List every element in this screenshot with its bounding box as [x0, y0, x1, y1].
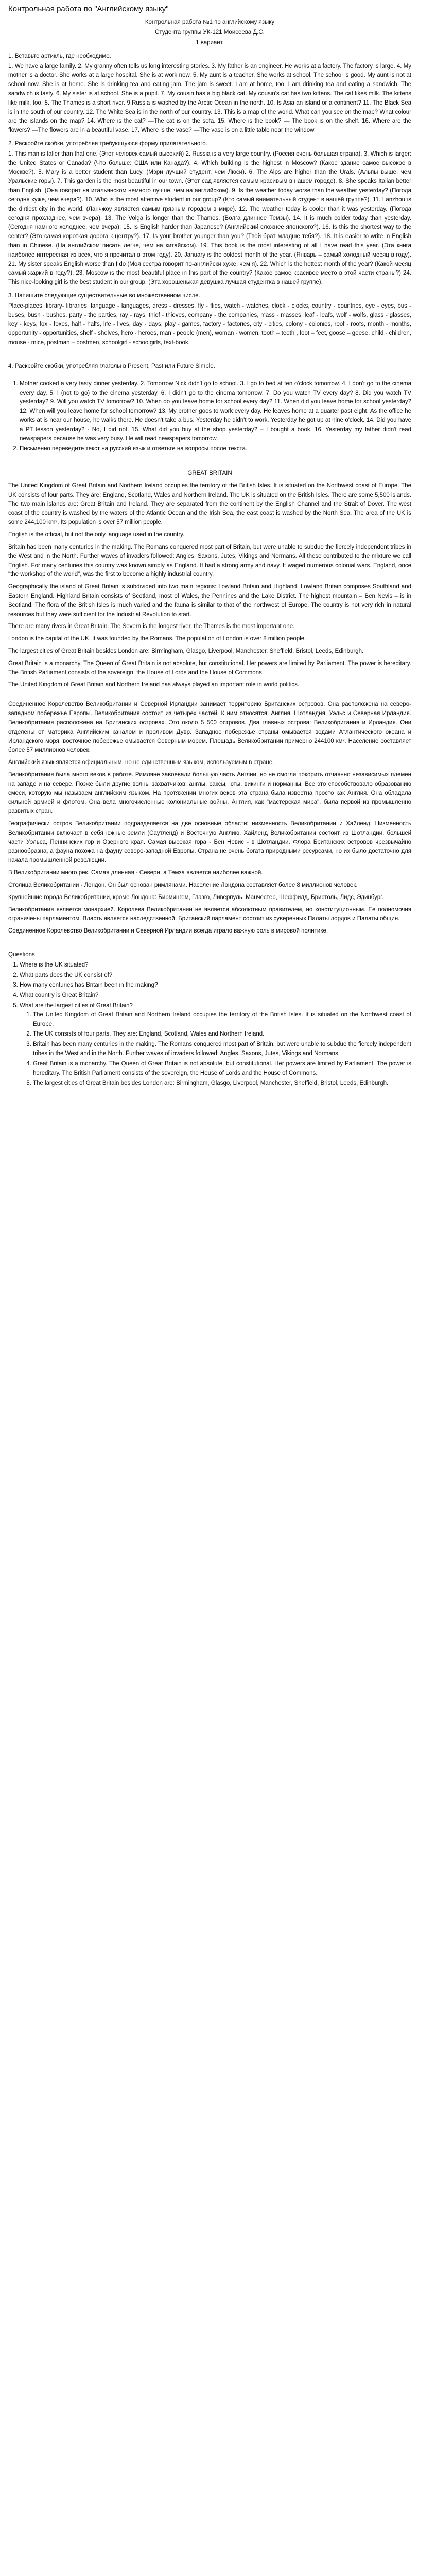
translation-paragraph: Географически остров Великобритании подразделяется на две основные области: низменность Великобритании и Хайленд. Низменность Великобритании включает в себя южные земли (Саутленд) и Восточную Англию. Хайленд Великобритании состоит из Шотландии, большей части Уэльса, Пеннинских гор и Озерного края. Самая высокая гора - Бен Невис - в Шотландии. Флора Британских островов чрезвычайно разнообразна, а фауна похожа на фауну северо-западной Европы. Страна не очень богата природными ресурсами, но их было достаточно для начала промышленной революции.	[8, 821, 411, 864]
answer-item: 3. Britain has been many centuries in the making. The Romans conquered most part of Britain, but were unable to subdue the fiercely independent tribes in the West and in the North. Further waves of invaders followed: Angles, Saxons, Jutes, Vikings and Normans.	[33, 1040, 411, 1059]
question-item: 3. How many centuries has Britain been in the making?	[20, 981, 411, 990]
document-page	[0, 0, 420, 1103]
gb-paragraph: Britain has been many centuries in the making. The Romans conquered most part of Britain, but were unable to subdue the fiercely independent tribes in the West and in the North. Further waves of invaders followed: Angles, Saxons, Jutes, Vikings and Normans. All these contributed to the mixture we call English. For many centuries this country was known simply as England. It had a strong army and navy. It waged numerous colonial wars. England, once "the workshop of the world", was the first to become a highly industrial country.	[8, 544, 411, 578]
question-item: 2. What parts does the UK consist of?	[20, 971, 411, 980]
task1-heading: 1. Вставьте артикль, где необходимо.	[8, 53, 111, 59]
task4-heading: 4. Раскройте скобки, употребляя глаголы в Present, Past или Future Simple.	[8, 363, 215, 369]
task4-list	[8, 380, 411, 454]
gb-paragraph: The United Kingdom of Great Britain and Northern Ireland has always played an important role in world politics.	[8, 682, 300, 688]
gb-paragraph: Great Britain is a monarchy. The Queen of Great Britain is not absolute, but constitutional. Her powers are limited by Parliament. The power is hereditary. The British Parliament consists of the sovereign, the House of Lords and the House of Commons.	[8, 660, 411, 676]
translation-paragraph: Столица Великобритании - Лондон. Он был основан римлянами. Население Лондона составляет более 8 миллионов человек.	[8, 882, 358, 888]
translation-paragraph: Соединенное Королевство Великобритании и Северной Ирландии занимает территорию Британских островов. Она расположена на северо-западном побережье Европы. Великобритания состоит из четырех частей. К ним относятся: Англия, Шотландия, Уэльс и Северная Ирландия. Великобритания расположена на Британских островах. Это около 5 500 островов. Два главных острова: Великобритания и Ирландия. Они отделены от материка Английским каналом и проливом Дувр. Западное побережье страны омывается водами Атлантического океана и Ирландского моря, восточное побережье омывается Северным морем. Площадь Великобритании примерно 244100 км². Население составляет более 57 миллионов человек.	[8, 701, 411, 754]
gb-paragraph: The United Kingdom of Great Britain and Northern Ireland occupies the territory of the British Isles. It is situated on the Northwest coast of Europe. The UK consists of four parts. They are: England, Scotland, Wales and Northern Ireland. The UK is situated on the British Isles. There are some 5,500 islands. The two main islands are: Great Britain and Ireland. They are separated from the continent by the English Channel and the Strait of Dover. The west coast of the country is washed by the waters of the Atlantic Ocean and the Irish Sea, the east coast is washed by the North Sea. The area of the UK is some 244,100 km². Its population is over 57 million people.	[8, 483, 411, 526]
task1-text: 1. We have a large family. 2. My granny often tells us long interesting stories. 3. My father is an engineer. He works at a factory. The factory is large. 4. My mother is a doctor. She works at a large hospital. She is at work now. 5. My aunt is a teacher. She works at school. The school is good. My aunt is not at school now. She is at home. She is drinking tea and eating jam. The jam is sweet. I am at home, too. I am drinking tea and eating a sandwich. The sandwich is tasty. 6. My sister is at school. She is a pupil. 7. My cousin has a big black cat. My cousin's cat has two kittens. The cat likes milk. The kittens like milk, too. 8. The Thames is a short river. 9.Russia is washed by the Arctic Ocean in the north. 10. Is Asia an island or a continent? 11. The Black Sea is in the south of our country. 12. The White Sea is in the north of our country. 13. This is a map of the world. What can you see on the map? What colour are the islands on the map? 14. Where is the cat? —The cat is on the sofa. 15. Where is the book? — The book is on the shelf. 16. Where are the flowers? —The flowers are in a beautiful vase. 17. Where is the vase? —The vase is on a little table near the window.	[8, 63, 411, 134]
gb-paragraph: English is the official, but not the only language used in the country.	[8, 532, 185, 538]
gb-paragraph: There are many rivers in Great Britain. The Severn is the longest river, the Thames is the most important one.	[8, 623, 295, 630]
task2-heading: 2. Раскройте скобки, употребляя требующуюся форму прилагательного.	[8, 141, 207, 147]
translation-paragraph: Крупнейшие города Великобритании, кроме Лондона: Бирмингем, Глазго, Ливерпуль, Манчестер, Шеффилд, Бристоль, Лидс, Эдинбург.	[8, 894, 384, 901]
translation-paragraph: Английский язык является официальным, но не единственным языком, используемым в стране.	[8, 759, 274, 766]
answers-list	[20, 1011, 411, 1089]
answer-item: 1. The United Kingdom of Great Britain and Northern Ireland occupies the territory of the British Isles. It is situated on the Northwest coast of Europe.	[33, 1011, 411, 1029]
answer-item: 2. The UK consists of four parts. They are: England, Scotland, Wales and Northern Ireland.	[33, 1030, 411, 1039]
question-item: 1. Where is the UK situated?	[20, 961, 411, 970]
header-line-1: Контрольная работа №1 по английскому языку	[145, 19, 275, 26]
header-line-3: 1 вариант.	[196, 39, 224, 46]
task2-text: 1. This man is taller than that one. (Этот человек самый высокий) 2. Russia is a very large country. (Россия очень большая страна). 3. Which is larger: the United States or Canada? (Что больше: США или Канада?). 4. Which building is the highest in Moscow? (Какое здание самое высокое в Москве?). 5. Mary is a better student than Lucy. (Мэри лучший студент, чем Люси). 6. The Alps are higher than the Urals. (Альпы выше, чем Уральские горы). 7. This garden is the most beautiful in our town. (Этот сад является самым красивым в нашем городе). 8. She speaks Italian better than English. (Она говорит на итальянском немного лучше, чем на английском). 9. Is the weather today worse than the weather yesterday? (Погода сегодня хуже, чем вчера?). 10. Who is the most attentive student in our group? (Кто самый внимательный студент в нашей группе?). 11. Lanzhou is the dirtiest city in the world. (Ланчжоу является самым грязным городом в мире). 12. The weather today is cooler than it was yesterday. (Погода сегодня прохладнее, чем вчера). 13. The Volga is longer than the Thames. (Волга длиннее Темзы). 14. It is much colder today than yesterday. (Сегодня намного холоднее, чем вчера). 15. Is English harder than Japanese? (Английский сложнее японского?). 16. Is this the shortest way to the center? (Это самая короткая дорога к центру?). 17. Is your brother younger than you? (Твой брат младше тебя?). 18. It is easier to write in English than in Chinese. (На английском писать легче, чем на китайском). 19. This book is the most interesting of all I have read this year. (Эта книга наиболее интересная из всех, что я прочитал в этом году). 20. January is the coldest month of the year. (Январь – самый холодный месяц в году). 21. My sister speaks English worse than I do (Моя сестра говорит по-английски хуже, чем я). 22. Which is the hottest month of the year? (Какой месяц самый жаркий в году?). 23. Moscow is the most beautiful place in this part of the country? (Какое самое красивое место в этой части страны?) 24. This nice-looking girl is the best student in our group. (Эта хорошенькая девушка лучшая студентка в нашей группе).	[8, 150, 411, 286]
list-item: 2. Письменно переведите текст на русский язык и ответьте на вопросы после текста.	[20, 445, 411, 454]
section-heading-great-britain: GREAT BRITAIN	[187, 470, 232, 477]
translation-paragraph: Великобритания была много веков в работе. Римляне завоевали большую часть Англии, но не смогли покорить отчаянно независимых племен на западе и на севере. Позже были другие волны захватчиков: англы, саксы, юты, викинги и норманны. Все это способствовало образованию смеси, которую мы называем английским языком. На протяжении многих веков эта страна была известна просто как Англия. Она обладала сильной армией и флотом. Она вела многочисленные колониальные войны. Англия, как "мастерская мира", была первой из промышленно развитых стран.	[8, 771, 411, 815]
list-item: 1. Mother cooked a very tasty dinner yesterday. 2. Tomorrow Nick didn't go to school. 3. I go to bed at ten o'clock tomorrow. 4. I don't go to the cinema every day. 5. I (not to go) to the cinema yesterday. 6. I didn't go to the cinema tomorrow. 7. Do you watch TV every day? 8. Did you watch TV yesterday? 9. Will you watch TV tomorrow? 10. When do you leave home for school every day? 11. When did you leave home for school yesterday? 12. When will you leave home for school tomorrow? 13. My brother goes to work every day. He leaves home at a quarter past eight. As the office he works at is near our house, he walks there. He doesn't take a bus. Yesterday he didn't to work. Yesterday he got up at nine o'clock. 14. Did you have a PT lesson yesterday? - No, I did not. 15. What did you buy at the shop yesterday? – I bought a book. 16. Yesterday my father didn't read newspapers because he was very busy. He will read newspapers tomorrow.	[20, 380, 411, 444]
gb-paragraph: London is the capital of the UK. It was founded by the Romans. The population of London is over 8 million people.	[8, 636, 306, 642]
translation-paragraph: Великобритания является монархией. Королева Великобритании не является абсолютным правителем, но конституционным. Ее полномочия ограничены парламентом. Власть является наследственной. Британский парламент состоит из суверенных Палаты лордов и Палаты общин.	[8, 906, 411, 922]
translation-paragraph: Соединенное Королевство Великобритании и Северной Ирландии всегда играло важную роль в мировой политике.	[8, 928, 328, 935]
document-title: Контрольная работа по "Английскому языку"	[8, 5, 169, 13]
header-line-2: Студента группы УК-121 Моисеева Д.С.	[155, 29, 265, 36]
question-item: 4. What country is Great Britain?	[20, 991, 411, 1001]
gb-paragraph: Geographically the island of Great Britain is subdivided into two main regions: Lowland Britain and Highland. Lowland Britain comprises Southland and Eastern England. Highland Britain consists of Scotland, most of Wales, the Pennines and the Lake District. The highest mountain – Ben Nevis – is in Scotland. The flora of the British Isles is much varied and the fauna is similar to that of the northwest of Europe. The country is not very rich in natural resources but they were sufficient for the Industrial Revolution to start.	[8, 584, 411, 618]
questions-list	[8, 961, 411, 1089]
task3-heading: 3. Напишите следующие существительные во множественном числе.	[8, 293, 200, 299]
task3-text: Place-places, library- libraries, language - languages, dress - dresses, fly - flies, watch - watches, clock - clocks, country - countries, eye - eyes, bus - buses, bush - bushes, party - the parties, ray - rays, thief - thieves, company - the companies, mass - masses, leaf - leafs, wolf - wolfs, glass - glasses, key - keys, fox - foxes, half - halfs, life - lives, day - days, play - games, factory - factories, city - cities, colony - colonies, roof - roofs, month - months, opportunity - opportunities, shelf - shelves, hero - heroes, man - people (men), woman - women, tooth – teeth , foot – feet, goose – geese, child - children, mouse - mice, postman – postmen, schoolgirl - schoolgirls, text-book.	[8, 302, 411, 346]
answer-item: 5. The largest cities of Great Britain besides London are: Birmingham, Glasgo, Liverpool, Manchester, Sheffield, Bristol, Leeds, Edinburgh.	[33, 1079, 411, 1089]
gb-paragraph: The largest cities of Great Britain besides London are: Birmingham, Glasgo, Liverpool, Manchester, Sheffield, Bristol, Leeds, Edinburgh.	[8, 648, 364, 654]
translation-paragraph: В Великобритании много рек. Самая длинная - Северн, а Темза является наиболее важной.	[8, 870, 263, 876]
question-item: 5. What are the largest cities of Great Britain? 1. The United Kingdom of Great Britain and Northern Ireland occupies the territory of the British Isles. It is situated on the Northwest coast of Europe. 2. The UK consists of four parts. They are: England, Scotland, Wales and Northern Ireland. 3. Britain has been many centuries in the making. The Romans conquered most part of Britain, but were unable to subdue the fiercely independent tribes in the West and in the North. Further waves of invaders followed: Angles, Saxons, Jutes, Vikings and Normans. 4. Great Britain is a monarchy. The Queen of Great Britain is not absolute, but constitutional. Her powers are limited by Parliament. The power is hereditary. The British Parliament consists of the sovereign, the House of Lords and the House of Commons. 5. The largest cities of Great Britain besides London are: Birmingham, Glasgo, Liverpool, Manchester, Sheffield, Bristol, Leeds, Edinburgh.	[20, 1002, 411, 1088]
questions-heading: Questions	[8, 951, 35, 958]
answer-item: 4. Great Britain is a monarchy. The Queen of Great Britain is not absolute, but constitutional. Her powers are limited by Parliament. The power is hereditary. The British Parliament consists of the sovereign, the House of Lords and the House of Commons.	[33, 1060, 411, 1078]
